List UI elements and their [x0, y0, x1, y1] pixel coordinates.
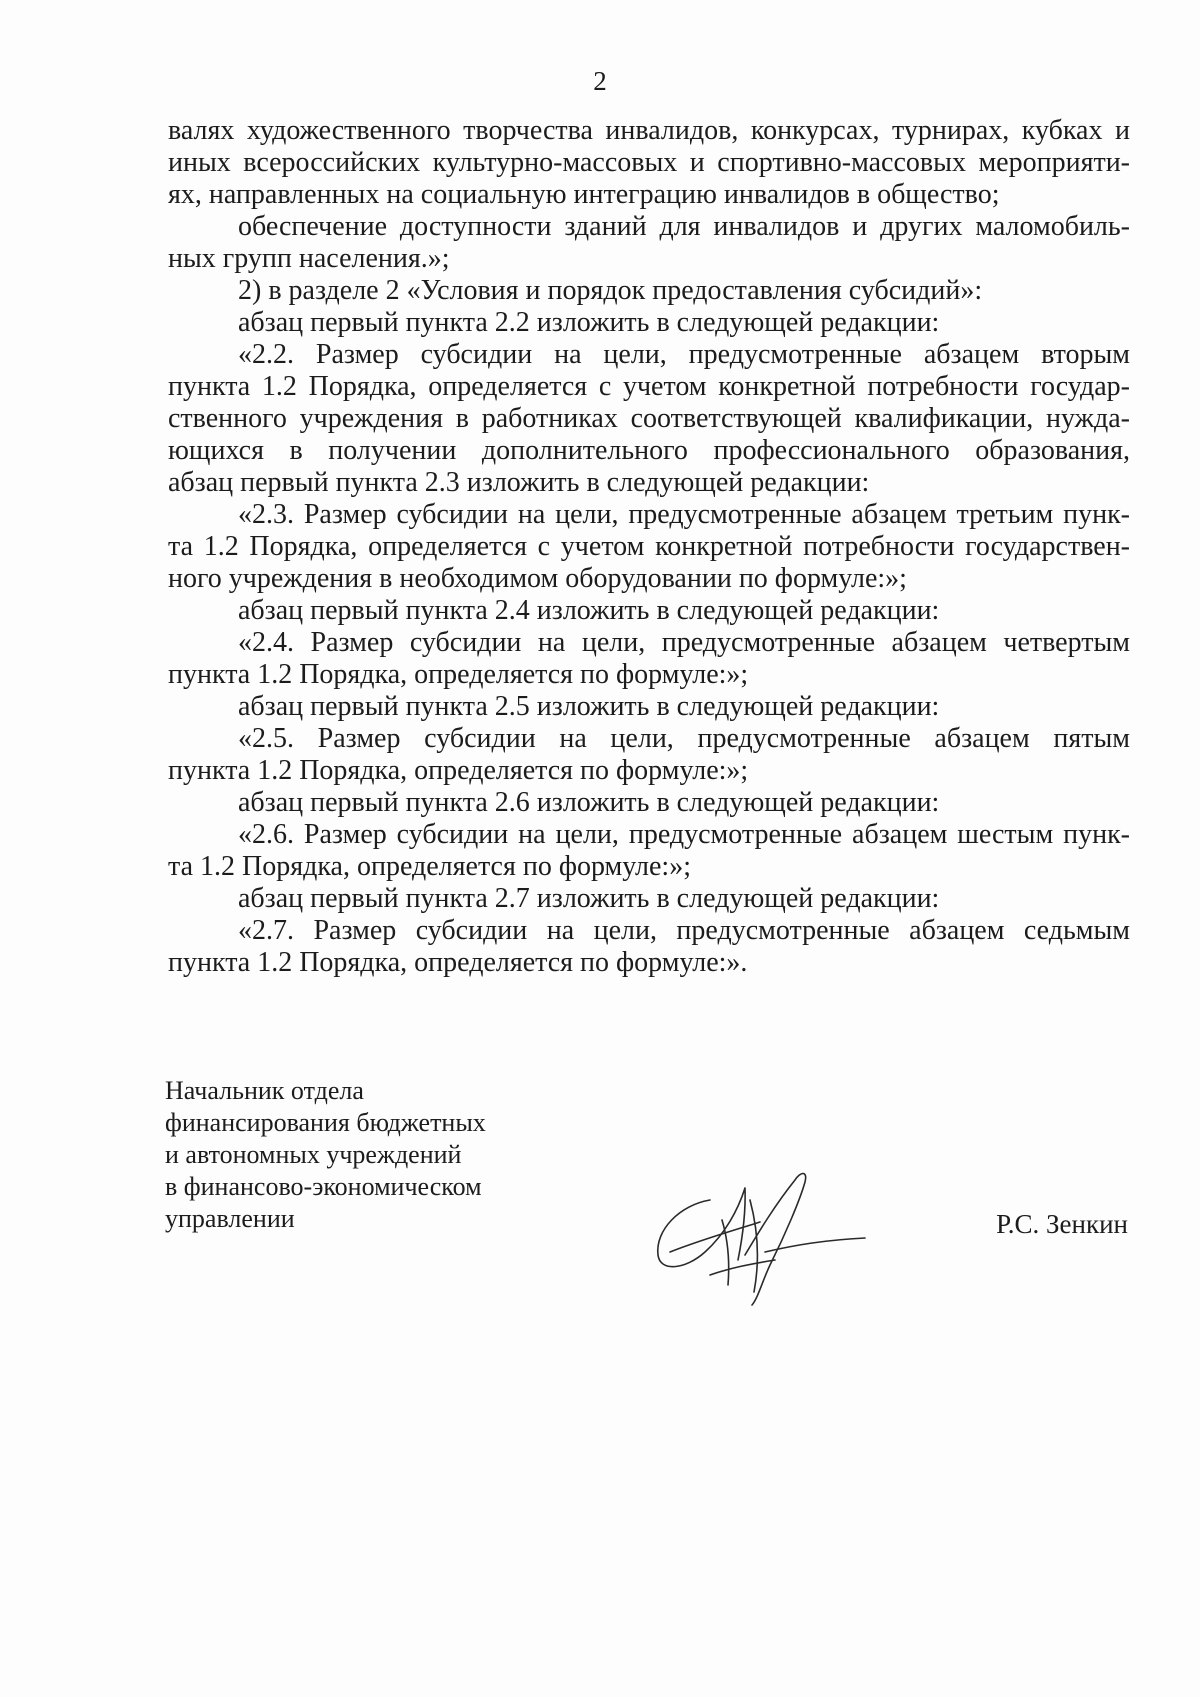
text-line: валях художественного творчества инвалидов, конкурсах, турнирах, кубках и — [168, 115, 1130, 146]
signatory-position — [165, 1075, 585, 1235]
text-line: «2.5. Размер субсидии на цели, предусмотренные абзацем пятым — [238, 723, 1130, 754]
position-line: Начальник отдела — [165, 1076, 364, 1105]
handwritten-signature — [650, 1160, 880, 1310]
text-line: ных групп населения.»; — [168, 243, 450, 274]
text-line: та 1.2 Порядка, определяется с учетом конкретной потребности государствен- — [168, 531, 1130, 562]
text-line: пункта 1.2 Порядка, определяется по формуле:». — [168, 947, 748, 978]
signer-name: Р.С. Зенкин — [996, 1209, 1128, 1239]
text-line: пункта 1.2 Порядка, определяется по формуле:»; — [168, 755, 749, 786]
text-line: «2.3. Размер субсидии на цели, предусмотренные абзацем третьим пунк- — [238, 499, 1130, 530]
text-line: «2.6. Размер субсидии на цели, предусмотренные абзацем шестым пунк- — [238, 819, 1130, 850]
text-line: абзац первый пункта 2.4 изложить в следующей редакции: — [238, 595, 940, 626]
text-line: абзац первый пункта 2.6 изложить в следующей редакции: — [238, 787, 940, 818]
text-line: ющихся в получении дополнительного профессионального образования, — [168, 435, 1130, 466]
text-line: пункта 1.2 Порядка, определяется по формуле:»; — [168, 659, 749, 690]
position-line: управлении — [165, 1204, 295, 1233]
text-line: абзац первый пункта 2.2 изложить в следующей редакции: — [238, 307, 940, 338]
text-line: «2.7. Размер субсидии на цели, предусмотренные абзацем седьмым — [238, 915, 1130, 946]
position-line: финансирования бюджетных — [165, 1108, 486, 1137]
text-line: «2.2. Размер субсидии на цели, предусмотренные абзацем вторым — [238, 339, 1130, 370]
text-line: пункта 1.2 Порядка, определяется с учетом конкретной потребности государ- — [168, 371, 1130, 402]
text-line: обеспечение доступности зданий для инвалидов и других маломобиль- — [238, 211, 1130, 242]
text-line: «2.4. Размер субсидии на цели, предусмотренные абзацем четвертым — [238, 627, 1130, 658]
text-line: ного учреждения в необходимом оборудовании по формуле:»; — [168, 563, 907, 594]
text-line: ственного учреждения в работниках соответствующей квалификации, нужда- — [168, 403, 1130, 434]
text-line: абзац первый пункта 2.3 изложить в следующей редакции: — [168, 467, 870, 498]
text-line: 2) в разделе 2 «Условия и порядок предоставления субсидий»: — [238, 275, 983, 306]
text-line: ях, направленных на социальную интеграцию инвалидов в общество; — [168, 179, 1000, 210]
page-number: 2 — [593, 66, 607, 96]
body-text — [168, 115, 1130, 979]
position-line: в финансово-экономическом — [165, 1172, 482, 1201]
position-line: и автономных учреждений — [165, 1140, 462, 1169]
text-line: абзац первый пункта 2.5 изложить в следующей редакции: — [238, 691, 940, 722]
text-line: абзац первый пункта 2.7 изложить в следующей редакции: — [238, 883, 940, 914]
text-line: та 1.2 Порядка, определяется по формуле:»; — [168, 851, 691, 882]
text-line: иных всероссийских культурно-массовых и спортивно-массовых мероприяти- — [168, 147, 1130, 178]
